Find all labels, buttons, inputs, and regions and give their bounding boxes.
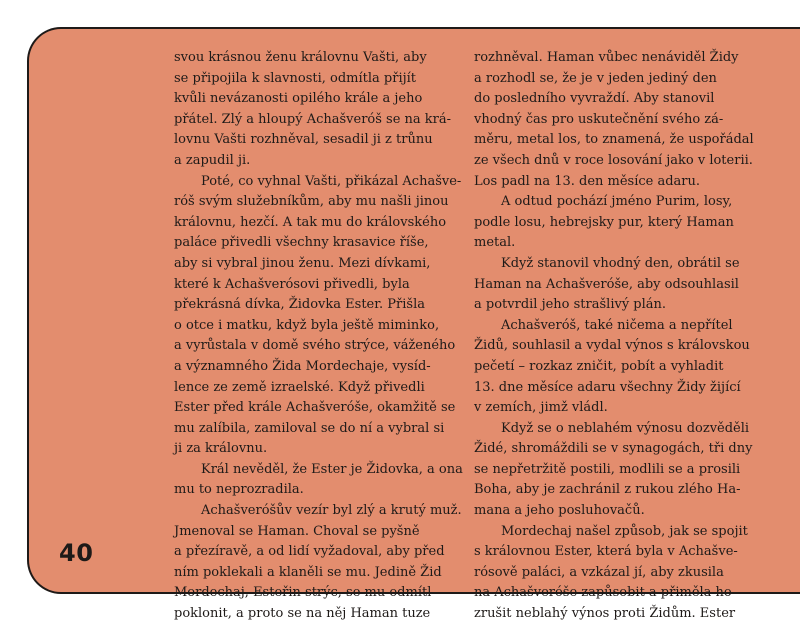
- text-line: Ester před krále Achašveróše, okamžitě se: [174, 400, 456, 416]
- text-line: v zemích, jimž vládl.: [474, 400, 608, 416]
- text-line: Král nevěděl, že Ester je Židovka, a ona: [201, 461, 463, 477]
- text-line: překrásná dívka, Židovka Ester. Přišla: [174, 297, 425, 313]
- text-line: mu zalíbila, zamiloval se do ní a vybral si: [174, 420, 445, 436]
- text-line: podle losu, hebrejsky pur, který Haman: [474, 214, 734, 230]
- text-line: lovnu Vašti rozhněval, sesadil ji z trůnu: [174, 132, 433, 148]
- text-line: Židů, souhlasil a vydal výnos s královskou: [474, 338, 750, 354]
- text-line: se nepřetržitě postili, modlili se a prosili: [474, 461, 741, 477]
- text-line: a potvrdil jeho strašlivý plán.: [474, 297, 667, 313]
- text-line: o otce i matku, když byla ještě miminko,: [174, 317, 440, 333]
- text-line: Los padl na 13. den měsíce adaru.: [474, 173, 701, 189]
- text-line: 13. dne měsíce adaru všechny Židy žijící: [474, 379, 741, 395]
- text-line: přátel. Zlý a hloupý Achašveróš se na krá-: [174, 111, 452, 127]
- page-number: 40: [59, 539, 94, 567]
- text-line: a přezíravě, a od lidí vyžadoval, aby před: [174, 544, 445, 560]
- text-line: pečetí – rozkaz zničit, pobít a vyhladit: [474, 358, 724, 374]
- text-line: a vyrůstala v domě svého strýce, váženého: [174, 338, 456, 354]
- text-line: ji za královnu.: [174, 441, 268, 457]
- text-line: aby si vybral jinou ženu. Mezi dívkami,: [174, 255, 431, 271]
- text-line: ním poklekali a klaněli se mu. Jedině Žid: [174, 564, 442, 580]
- text-line: Jmenoval se Haman. Choval se pyšně: [174, 523, 420, 539]
- text-line: lence ze země izraelské. Když přivedli: [174, 379, 425, 395]
- text-line: zrušit neblahý výnos proti Židům. Ester: [474, 606, 736, 622]
- text-line: paláce přivedli všechny krasavice říše,: [174, 235, 429, 251]
- text-line: a zapudil ji.: [174, 152, 251, 168]
- text-line: na Achašveróše zapůsobit a přiměla ho: [474, 585, 732, 601]
- text-line: metal.: [474, 235, 516, 251]
- text-line: Achašveróšův vezír byl zlý a krutý muž.: [201, 503, 462, 519]
- text-line: do posledního vyvraždí. Aby stanovil: [474, 91, 715, 107]
- text-line: A odtud pochází jméno Purim, losy,: [501, 194, 733, 210]
- text-line: Když se o neblahém výnosu dozvěděli: [501, 420, 750, 436]
- text-line: a rozhodl se, že je v jeden jediný den: [474, 70, 717, 86]
- text-column-left: [174, 48, 463, 625]
- text-line: Mordechaj, Esteřin strýc, se mu odmítl: [174, 585, 432, 601]
- text-line: se připojila k slavnosti, odmítla přijít: [174, 70, 417, 86]
- text-line: a významného Žida Mordechaje, vysíd-: [174, 358, 431, 374]
- text-line: které k Achašverósovi přivedli, byla: [174, 276, 410, 292]
- text-line: ze všech dnů v roce losování jako v loterii.: [474, 152, 753, 168]
- text-line: Poté, co vyhnal Vašti, přikázal Achašve-: [201, 173, 462, 189]
- text-line: Achašveróš, také ničema a nepřítel: [501, 317, 733, 333]
- text-line: rozhněval. Haman vůbec nenáviděl Židy: [474, 50, 739, 65]
- text-line: rósově paláci, a vzkázal jí, aby zkusila: [474, 564, 724, 580]
- text-line: královnu, hezčí. A tak mu do královského: [174, 214, 447, 230]
- text-line: vhodný čas pro uskutečnění svého zá-: [474, 111, 724, 127]
- text-line: Haman na Achašveróše, aby odsouhlasil: [474, 276, 739, 292]
- text-line: róš svým služebníkům, aby mu našli jinou: [174, 194, 449, 210]
- text-line: poklonit, a proto se na něj Haman tuze: [174, 606, 431, 622]
- text-line: Když stanovil vhodný den, obrátil se: [501, 255, 740, 271]
- text-column-right: [474, 48, 754, 625]
- text-line: měru, metal los, to znamená, že uspořádal: [474, 132, 754, 148]
- text-line: Židé, shromáždili se v synagogách, tři dny: [474, 441, 753, 457]
- text-line: s královnou Ester, která byla v Achašve-: [474, 544, 738, 560]
- text-line: kvůli nevázanosti opilého krále a jeho: [174, 91, 423, 107]
- text-line: mu to neprozradila.: [174, 482, 304, 498]
- text-line: Mordechaj našel způsob, jak se spojit: [501, 523, 748, 539]
- text-line: svou krásnou ženu královnu Vašti, aby: [174, 50, 427, 65]
- text-line: mana a jeho posluhovačů.: [474, 503, 645, 519]
- text-line: Boha, aby je zachránil z rukou zlého Ha-: [474, 482, 741, 498]
